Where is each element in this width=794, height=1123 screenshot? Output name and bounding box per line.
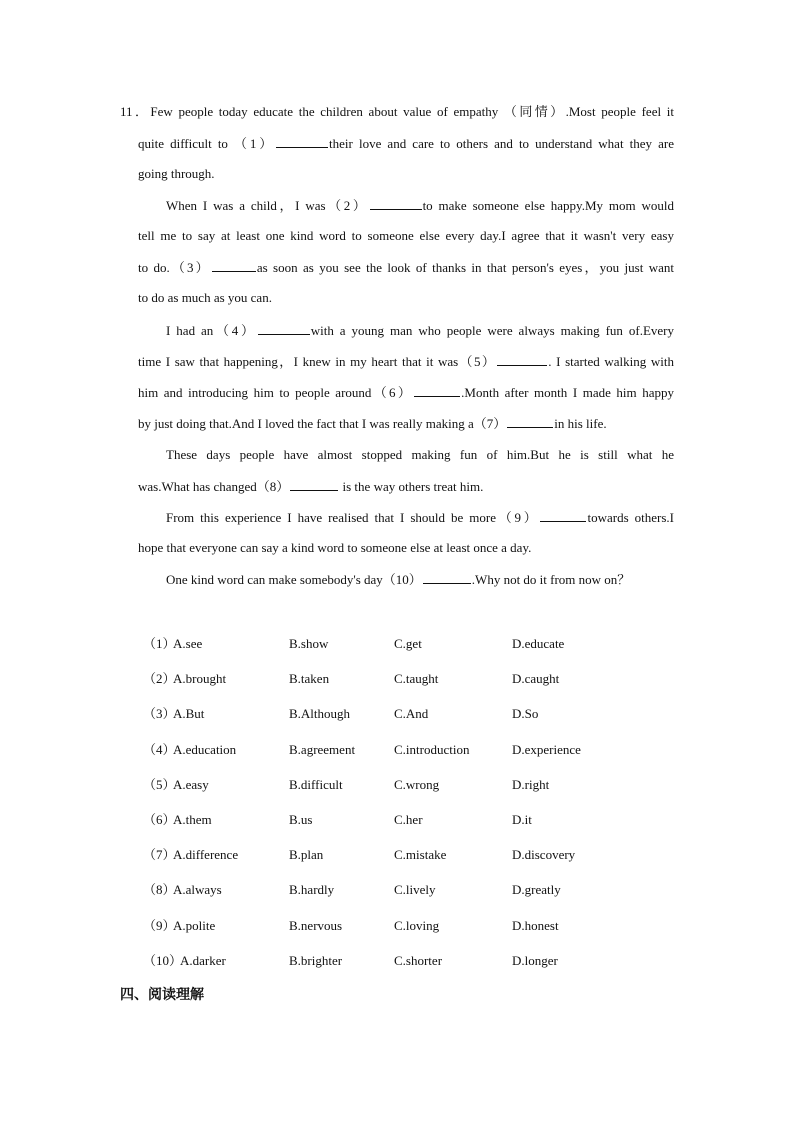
option-number: （1）: [143, 636, 176, 651]
option-choice-c[interactable]: C.lively: [394, 882, 436, 897]
section-title: 四、阅读理解: [120, 987, 204, 1003]
passage-text: as soon as you see the look of thanks in that person's eyes，you just want: [256, 260, 674, 275]
passage-text: to make someone else happy.My mom would: [422, 198, 674, 213]
option-row: [0, 740, 794, 760]
option-choice-b[interactable]: B.agreement: [289, 742, 356, 757]
passage-line: [138, 476, 674, 496]
passage-line: [166, 507, 674, 527]
option-choice-c[interactable]: C.get: [394, 636, 422, 651]
option-choice-d[interactable]: D.discovery: [512, 847, 576, 862]
passage-text: From this experience I have realised that I should be more（9）: [166, 510, 540, 525]
passage-text: with a young man who people were always making fun of.Every: [310, 323, 675, 338]
option-choice-c[interactable]: C.taught: [394, 671, 439, 686]
option-number: （7）: [143, 847, 176, 862]
option-number: （6）: [143, 812, 176, 827]
option-choice-d[interactable]: D.greatly: [512, 882, 561, 897]
passage-text: quite difficult to （1）: [138, 136, 276, 151]
option-number: （2）: [143, 671, 176, 686]
option-choice-b[interactable]: B.difficult: [289, 777, 343, 792]
passage-text: tell me to say at least one kind word to someone else every day.I agree that it wasn't very easy: [138, 228, 674, 243]
option-choice-b[interactable]: B.taken: [289, 671, 330, 686]
passage-text: . I started walking with: [548, 354, 674, 369]
option-choice-c[interactable]: C.And: [394, 706, 429, 721]
option-choice-b[interactable]: B.us: [289, 812, 313, 827]
option-choice-a[interactable]: A.difference: [173, 847, 239, 862]
passage-text: Few people today educate the children about value of empathy （同情）.Most people feel it: [150, 104, 674, 119]
option-choice-a[interactable]: A.But: [173, 706, 205, 721]
option-choice-b[interactable]: B.Although: [289, 706, 351, 721]
option-choice-c[interactable]: C.introduction: [394, 742, 470, 757]
passage-line: [138, 288, 674, 308]
passage-line: [138, 413, 674, 433]
passage-text: to do as much as you can.: [138, 290, 272, 305]
answer-blank[interactable]: [507, 413, 553, 428]
passage-text: .Why not do it from now on？: [471, 572, 631, 587]
option-choice-b[interactable]: B.plan: [289, 847, 324, 862]
option-choice-a[interactable]: A.education: [173, 742, 237, 757]
option-row: [0, 775, 794, 795]
option-choice-d[interactable]: D.So: [512, 706, 539, 721]
passage-text: towards others.I: [587, 510, 674, 525]
passage-text: by just doing that.And I loved the fact that I was really making a（7）: [138, 416, 507, 431]
option-choice-d[interactable]: D.honest: [512, 918, 559, 933]
passage-text: These days people have almost stopped making fun of him.But he is still what he: [166, 447, 674, 462]
option-choice-c[interactable]: C.shorter: [394, 953, 443, 968]
option-choice-a[interactable]: A.always: [173, 882, 222, 897]
option-choice-b[interactable]: B.hardly: [289, 882, 335, 897]
option-row: [0, 704, 794, 724]
passage-line: [138, 133, 674, 153]
passage-line: [138, 351, 674, 371]
passage-text: him and introducing him to people around（6）: [138, 385, 414, 400]
passage-text: their love and care to others and to understand what they are: [329, 136, 674, 151]
option-choice-d[interactable]: D.educate: [512, 636, 565, 651]
passage-text: was.What has changed（8）: [138, 479, 290, 494]
question-number: 11．: [120, 104, 151, 119]
answer-blank[interactable]: [212, 257, 256, 272]
passage-text: to do.（3）: [138, 260, 211, 275]
option-choice-d[interactable]: D.right: [512, 777, 550, 792]
passage-text: .Month after month I made him happy: [461, 385, 674, 400]
option-choice-a[interactable]: A.darker: [180, 953, 226, 968]
passage-text: in his life.: [554, 416, 607, 431]
answer-blank[interactable]: [370, 195, 422, 210]
option-choice-a[interactable]: A.brought: [173, 671, 227, 686]
option-number: （8）: [143, 882, 176, 897]
option-choice-a[interactable]: A.polite: [173, 918, 216, 933]
answer-blank[interactable]: [414, 382, 460, 397]
passage-text: time I saw that happening，I knew in my heart that it was（5）: [138, 354, 497, 369]
passage-text: One kind word can make somebody's day（10）: [166, 572, 422, 587]
answer-blank[interactable]: [423, 569, 471, 584]
option-choice-d[interactable]: D.longer: [512, 953, 558, 968]
option-row: [0, 916, 794, 936]
option-number: （4）: [143, 742, 176, 757]
option-choice-d[interactable]: D.it: [512, 812, 532, 827]
option-choice-d[interactable]: D.caught: [512, 671, 560, 686]
passage-line: [120, 102, 674, 122]
option-choice-b[interactable]: B.brighter: [289, 953, 343, 968]
option-row: [0, 880, 794, 900]
answer-blank[interactable]: [540, 507, 586, 522]
option-choice-d[interactable]: D.experience: [512, 742, 581, 757]
passage-line: [138, 257, 674, 277]
passage-text: is the way others treat him.: [339, 479, 484, 494]
passage-line: [166, 320, 674, 340]
option-row: [0, 951, 794, 971]
option-choice-a[interactable]: A.see: [173, 636, 203, 651]
option-number: （5）: [143, 777, 176, 792]
passage-line: [138, 382, 674, 402]
passage-text: hope that everyone can say a kind word to someone else at least once a day.: [138, 540, 532, 555]
option-row: [0, 634, 794, 654]
answer-blank[interactable]: [290, 476, 338, 491]
option-number: （9）: [143, 918, 176, 933]
passage-line: [166, 569, 674, 589]
answer-blank[interactable]: [276, 133, 328, 148]
option-choice-c[interactable]: C.wrong: [394, 777, 440, 792]
option-row: [0, 845, 794, 865]
answer-blank[interactable]: [497, 351, 547, 366]
option-number: （10）: [143, 953, 183, 968]
passage-line: [138, 226, 674, 246]
option-number: （3）: [143, 706, 176, 721]
option-choice-c[interactable]: C.mistake: [394, 847, 447, 862]
option-row: [0, 669, 794, 689]
passage-line: [138, 164, 674, 184]
passage-line: [166, 445, 674, 465]
option-choice-a[interactable]: A.them: [173, 812, 212, 827]
option-choice-b[interactable]: B.nervous: [289, 918, 343, 933]
option-row: [0, 810, 794, 830]
passage-text: I had an（4）: [166, 323, 257, 338]
option-choice-c[interactable]: C.loving: [394, 918, 440, 933]
passage-text: When I was a child，I was（2）: [166, 198, 369, 213]
passage-text: going through.: [138, 166, 215, 181]
answer-blank[interactable]: [258, 320, 310, 335]
passage-line: [166, 195, 674, 215]
option-choice-b[interactable]: B.show: [289, 636, 329, 651]
option-choice-c[interactable]: C.her: [394, 812, 423, 827]
option-choice-a[interactable]: A.easy: [173, 777, 209, 792]
passage-line: [138, 538, 674, 558]
